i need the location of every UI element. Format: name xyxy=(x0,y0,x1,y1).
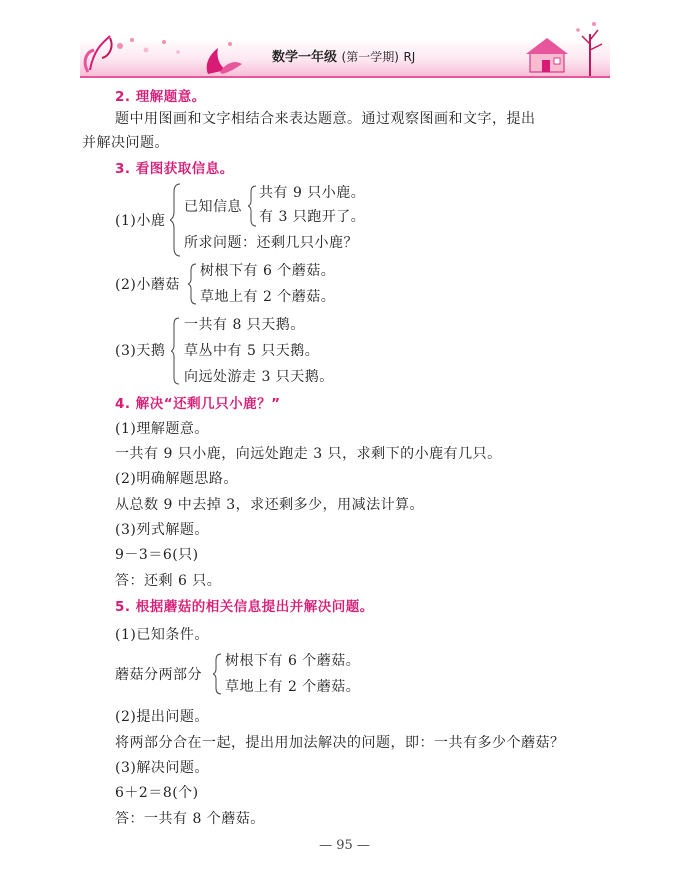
deer-brace-icon xyxy=(170,182,182,258)
deer-known-1: 共有 9 只小鹿。 xyxy=(259,185,366,201)
section-2-paragraph-line-2: 并解决问题。 xyxy=(82,135,169,151)
section-4-step-2: (2)明确解题思路。 xyxy=(115,471,238,487)
swan-label: (3)天鹅 xyxy=(115,343,166,359)
page-number: — 95 — xyxy=(319,838,370,853)
section-4-heading: 4. 解决“还剩几只小鹿？” xyxy=(115,396,281,412)
swan-item-3: 向远处游走 3 只天鹅。 xyxy=(184,369,334,385)
section-2-heading: 2. 理解题意。 xyxy=(115,89,206,105)
deer-question: 所求问题：还剩几只小鹿？ xyxy=(184,235,358,251)
section-5-step-1: (1)已知条件。 xyxy=(115,627,209,643)
section-4-step-1: (1)理解题意。 xyxy=(115,421,209,437)
section-4-equation: 9－3＝6(只) xyxy=(115,547,199,563)
flower-decoration-icon xyxy=(80,28,250,78)
header-title-main: 数学一年级 xyxy=(272,50,338,65)
section-5-item-2: 草地上有 2 个蘑菇。 xyxy=(225,679,361,695)
page-header xyxy=(80,8,610,78)
mushroom-item-1: 树根下有 6 个蘑菇。 xyxy=(200,263,336,279)
section-5-equation: 6＋2＝8(个) xyxy=(115,785,199,801)
mushroom-item-2: 草地上有 2 个蘑菇。 xyxy=(200,289,336,305)
deer-known-2: 有 3 只跑开了。 xyxy=(259,209,366,225)
section-5-heading: 5. 根据蘑菇的相关信息提出并解决问题。 xyxy=(115,599,374,615)
section-5-group-label: 蘑菇分两部分 xyxy=(115,667,202,683)
swan-item-1: 一共有 8 只天鹅。 xyxy=(184,317,305,333)
deer-known-brace-icon xyxy=(248,184,258,228)
header-edition: RJ xyxy=(403,50,416,64)
section-3-heading: 3. 看图获取信息。 xyxy=(115,161,234,177)
mushroom-brace-icon xyxy=(188,262,198,306)
section-5-step-3: (3)解决问题。 xyxy=(115,760,209,776)
section-4-step-2-text: 从总数 9 中去掉 3，求还剩多少，用减法计算。 xyxy=(115,497,425,513)
deer-known-label: 已知信息 xyxy=(184,199,242,215)
swan-item-2: 草丛中有 5 只天鹅。 xyxy=(184,343,320,359)
section-5-step-2-text: 将两部分合在一起，提出用加法解决的问题，即：一共有多少个蘑菇？ xyxy=(115,735,565,751)
section-5-item-1: 树根下有 6 个蘑菇。 xyxy=(225,653,361,669)
deer-label: (1)小鹿 xyxy=(115,213,166,229)
section-4-step-1-text: 一共有 9 只小鹿，向远处跑走 3 只，求剩下的小鹿有几只。 xyxy=(115,446,502,462)
section-4-step-3: (3)列式解题。 xyxy=(115,522,209,538)
header-title xyxy=(272,46,415,65)
section-5-step-2: (2)提出问题。 xyxy=(115,709,209,725)
section-5-answer: 答：一共有 8 个蘑菇。 xyxy=(115,811,265,827)
section-2-paragraph-line-1: 题中用图画和文字相结合来表达题意。通过观察图画和文字，提出 xyxy=(115,111,536,127)
header-subtitle: (第一学期) xyxy=(341,50,399,64)
house-tree-decoration-icon xyxy=(512,14,612,78)
swan-brace-icon xyxy=(171,316,181,386)
mushroom-label: (2)小蘑菇 xyxy=(115,277,180,293)
section-5-brace-icon xyxy=(213,652,223,696)
section-4-answer: 答：还剩 6 只。 xyxy=(115,573,222,589)
